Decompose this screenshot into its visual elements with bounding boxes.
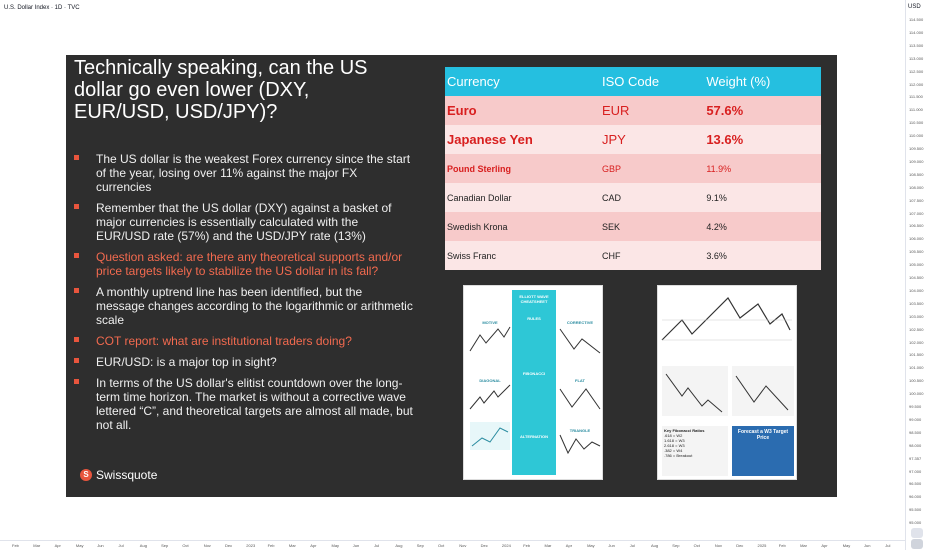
bullet-item: In terms of the US dollar's elitist countdown over the long-term time horizon. The market is without a corrective wave lettered “C”, and theoretical targets are almost all made, but not all. (74, 376, 414, 432)
price-tick: 108.000 (909, 184, 924, 190)
time-tick: Jun (608, 543, 615, 548)
time-tick: Feb (778, 543, 786, 548)
price-tick: 114.000 (909, 29, 924, 35)
price-tick: 105.000 (909, 262, 924, 268)
time-tick: Oct (693, 543, 700, 548)
impulse-wave-icon (468, 325, 512, 355)
currency-weights-table (445, 67, 821, 270)
slide-overlay (66, 55, 837, 497)
price-tick: 98.500 (909, 429, 922, 435)
triangle-wave-icon (558, 433, 602, 457)
time-tick: Mar (33, 543, 41, 548)
time-tick: Nov (459, 543, 467, 548)
bullet-item: A monthly uptrend line has been identified, but the message changes according to the logarithmic or arithmetic scale (74, 285, 414, 327)
price-tick: 101.500 (909, 352, 924, 358)
slide-title: Technically speaking, can the US dollar go even lower (DXY, EUR/USD, USD/JPY)? (74, 57, 368, 123)
time-tick: Jul (885, 543, 891, 548)
time-tick: Aug (139, 543, 147, 548)
time-tick: Nov (714, 543, 723, 548)
price-tick: 99.500 (909, 404, 922, 409)
time-tick: Jul (374, 543, 380, 548)
time-tick: Apr (821, 543, 828, 548)
flat-wave-icon (558, 383, 602, 413)
time-tick: Sep (416, 543, 424, 548)
bullet-item: The US dollar is the weakest Forex currency since the start of the year, losing over 11% against the major FX currencies (74, 152, 414, 194)
time-tick: Sep (672, 543, 680, 548)
time-tick: Apr (54, 543, 61, 548)
price-tick: 107.000 (909, 210, 924, 216)
price-tick: 109.500 (909, 146, 924, 151)
price-tick: 108.500 (909, 171, 924, 177)
swissquote-icon: S (80, 469, 92, 481)
time-tick: 2023 (246, 543, 256, 548)
price-tick: 99.000 (909, 416, 922, 422)
flag-icon[interactable] (911, 528, 923, 538)
wave-diagram-icon (658, 290, 796, 360)
time-tick: Dec (736, 543, 744, 548)
table-row: Pound Sterling GBP 11.9% (445, 154, 821, 183)
price-tick: 113.500 (909, 42, 924, 48)
time-tick: 2024 (501, 543, 511, 548)
price-tick: 102.000 (909, 339, 924, 345)
time-tick: Feb (12, 543, 19, 548)
key-fib-ratios-box: Key Fibonacci Ratios .618 = W2 1.618 = W3 2.618 = W3 .382 = W4 .786 = Breakout (662, 426, 728, 476)
time-tick: Mar (800, 543, 807, 548)
symbol-title: U.S. Dollar Index · 1D · TVC (4, 5, 80, 11)
bullet-item: EUR/USD: is a major top in sight? (74, 355, 414, 369)
time-tick: May (75, 543, 84, 548)
diagonal-wave-icon (468, 383, 512, 413)
price-tick: 107.500 (909, 197, 924, 203)
time-tick: Aug (395, 543, 403, 548)
bullet-item: Remember that the US dollar (DXY) against a basket of major currencies is essentially calculated with the EUR/USD rate (57%) and the USD/JPY rate (13%) (74, 201, 414, 243)
settings-icon[interactable] (911, 539, 923, 549)
zigzag-wave-icon (558, 325, 602, 355)
price-tick: 97.000 (909, 468, 922, 474)
table-row: Swiss Franc CHF 3.6% (445, 241, 821, 270)
time-axis[interactable] (0, 540, 905, 550)
price-tick: 98.000 (909, 442, 922, 448)
forecast-box: Forecast a W3 Target Price (732, 426, 794, 476)
fibonacci-ratios-image (657, 285, 797, 480)
table-row: Japanese Yen JPY 13.6% (445, 125, 821, 154)
price-tick: 112.000 (909, 81, 924, 87)
price-tick: 110.500 (909, 120, 924, 126)
header-currency: Currency (445, 67, 600, 96)
price-tick: 106.000 (909, 236, 924, 242)
time-tick: Jun (352, 543, 360, 548)
price-tick: 105.500 (909, 249, 924, 255)
time-tick: Apr (310, 543, 317, 548)
time-tick: May (842, 543, 851, 548)
elliott-wave-cheatsheet-image: MOTIVE DIAGONAL ELLIOTT WAVE CHEATSHEET RULES FIBONACCI ALTERNATION CORRECTIVE FLAT TRIANGLE (463, 285, 603, 480)
time-tick: 2025 (757, 543, 767, 548)
header-iso: ISO Code (600, 67, 704, 96)
axis-currency: USD (908, 4, 921, 10)
time-tick: Mar (544, 543, 552, 548)
price-tick: 103.000 (909, 313, 924, 319)
price-tick: 109.000 (909, 158, 924, 164)
price-tick: 101.000 (909, 365, 924, 371)
price-tick: 114.500 (909, 17, 924, 22)
price-tick: 111.500 (909, 94, 923, 100)
header-weight: Weight (%) (704, 67, 821, 96)
price-tick: 113.000 (909, 55, 924, 61)
price-tick: 102.500 (909, 326, 924, 332)
price-tick: 96.500 (909, 481, 922, 487)
time-tick: Jun (97, 543, 104, 548)
price-tick: 100.500 (909, 378, 924, 384)
ending-diagonal-icon (662, 366, 728, 416)
price-tick: 95.000 (909, 520, 922, 526)
time-tick: Jul (629, 543, 635, 548)
time-tick: Feb (267, 543, 275, 548)
price-tick: 97.357 (909, 455, 922, 461)
time-tick: Oct (182, 543, 189, 548)
table-row: Euro EUR 57.6% (445, 96, 821, 125)
price-tick: 106.500 (909, 223, 924, 229)
bullet-list (74, 152, 414, 439)
bullet-item: Question asked: are there any theoretical supports and/or price targets likely to stabilize the US dollar in its fall? (74, 250, 414, 278)
time-tick: Apr (565, 543, 573, 548)
price-tick: 111.000 (909, 107, 923, 113)
time-tick: Dec (480, 543, 488, 548)
time-tick: May (331, 543, 340, 548)
price-tick: 96.000 (909, 494, 922, 500)
time-tick: Dec (225, 543, 233, 548)
time-tick: Aug (651, 543, 659, 548)
time-tick: May (587, 543, 595, 548)
time-tick: Feb (523, 543, 531, 548)
table-row: Swedish Krona SEK 4.2% (445, 212, 821, 241)
time-tick: Nov (203, 543, 211, 548)
time-tick: Oct (438, 543, 445, 548)
zigzag-correction-icon (732, 366, 794, 416)
bullet-item: COT report: what are institutional traders doing? (74, 334, 414, 348)
time-tick: Mar (288, 543, 296, 548)
time-tick: Jul (118, 543, 124, 548)
time-tick: Jun (864, 543, 871, 548)
swissquote-logo: S Swissquote (80, 468, 157, 482)
price-tick: 112.500 (909, 68, 924, 74)
table-row: Canadian Dollar CAD 9.1% (445, 183, 821, 212)
price-tick: 110.000 (909, 133, 924, 139)
price-tick: 100.000 (909, 391, 924, 397)
price-tick: 95.500 (909, 507, 922, 513)
time-tick: Sep (161, 543, 169, 548)
price-tick: 104.000 (909, 287, 924, 293)
price-tick: 103.500 (909, 300, 924, 306)
chart-thumb-icon (468, 418, 512, 452)
price-axis[interactable] (905, 0, 932, 550)
price-tick: 104.500 (909, 275, 924, 280)
